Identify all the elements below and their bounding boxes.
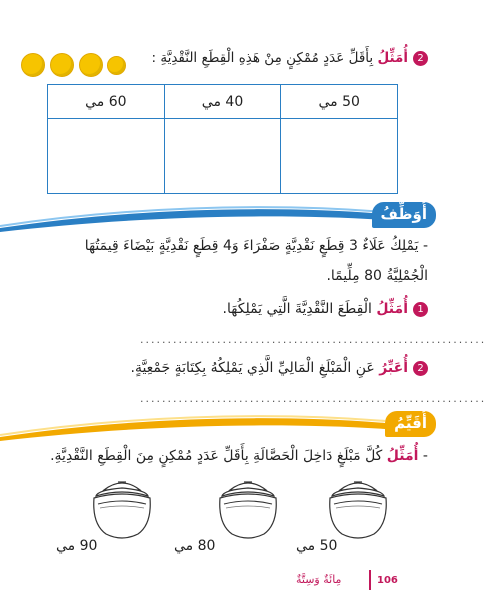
coin-icon (21, 53, 45, 77)
money-jar-icon (208, 474, 288, 542)
jar-amount-label: 80 مي (174, 538, 216, 554)
answer-cell[interactable] (48, 119, 165, 194)
jar-amount-label: 50 مي (296, 538, 338, 554)
answer-cell[interactable] (164, 119, 281, 194)
awazzif-item-2 (131, 360, 429, 376)
question-number-badge: 1 (413, 302, 428, 317)
jar-amount-label: 90 مي (56, 538, 98, 554)
money-jar-icon (318, 474, 398, 542)
awazzif-banner (0, 200, 450, 232)
awazzif-item-1 (223, 301, 428, 317)
page-number: 106 (377, 575, 398, 586)
instruction-verb: أُمَثِّلُ (386, 448, 419, 464)
awazzif-text-line-1: - يَمْلِكُ عَلَاءٌ 3 قِطَعٍ نَقْدِيَّةٍ صَفْرَاءَ وَ4 قِطَعٍ نَقْدِيَّةٍ بَيْضَاءَ قِيمَتُهَا (84, 238, 428, 254)
coin-icon (79, 53, 103, 77)
footer-divider (369, 570, 371, 590)
question-number-badge: 2 (413, 361, 428, 376)
instruction-text: كُلَّ مَبْلَغٍ دَاخِلَ الْحَصَّالَةِ بِأَقَلِّ عَدَدٍ مُمْكِنٍ مِنَ الْقِطَعِ النَّقْدِيَّةِ. (50, 448, 383, 464)
uqayyim-banner (0, 409, 450, 441)
question-number-badge: 2 (413, 51, 428, 66)
question-2-instruction (128, 50, 428, 66)
instruction-verb: أُمَثِّلُ (377, 50, 408, 66)
page-number-words: مِائَةٌ وَسِتَّةٌ (296, 573, 342, 586)
instruction-verb: أُعَبِّرُ (379, 360, 408, 376)
table-header-cell: 50 مي (281, 85, 398, 119)
answer-dotted-line[interactable]: ............................................................... (140, 333, 486, 346)
coin-icon (50, 53, 74, 77)
instruction-text: عَنِ الْمَبْلَغِ الْمَالِيِّ الَّذِي يَمْلِكُهُ بِكِتَابَةٍ جَمْعِيَّةٍ. (130, 360, 375, 376)
awazzif-text-line-2: الْجُمْلِيَّةُ 80 مِلِّيمًا. (326, 268, 428, 284)
section-label-awazzif: أُوَظِّفُ (372, 202, 436, 228)
money-jar-icon (82, 474, 162, 542)
instruction-text: الْقِطَعَ النَّقْدِيَّةَ الَّتِي يَمْلِكُهَا. (222, 301, 372, 317)
answer-cell[interactable] (281, 119, 398, 194)
banner-wave (0, 409, 450, 441)
table-header-cell: 60 مي (48, 85, 165, 119)
instruction-text: بِأَقَلِّ عَدَدٍ مُمْكِنٍ مِنْ هَذِهِ الْقِطَعِ النَّقْدِيَّةِ : (151, 50, 374, 66)
coin-icon (107, 56, 126, 75)
uqayyim-instruction: - أُمَثِّلُ كُلَّ مَبْلَغٍ دَاخِلَ الْحَصَّالَةِ بِأَقَلِّ عَدَدٍ مُمْكِنٍ مِنَ الْقِطَعِ النَّقْدِيَّةِ. (50, 448, 428, 464)
coin-answer-table (47, 84, 398, 194)
instruction-verb: أُمَثِّلُ (376, 301, 408, 317)
section-label-uqayyim: أُقَيِّمُ (385, 411, 436, 437)
table-header-cell: 40 مي (164, 85, 281, 119)
answer-dotted-line[interactable]: ............................................................... (140, 392, 486, 405)
